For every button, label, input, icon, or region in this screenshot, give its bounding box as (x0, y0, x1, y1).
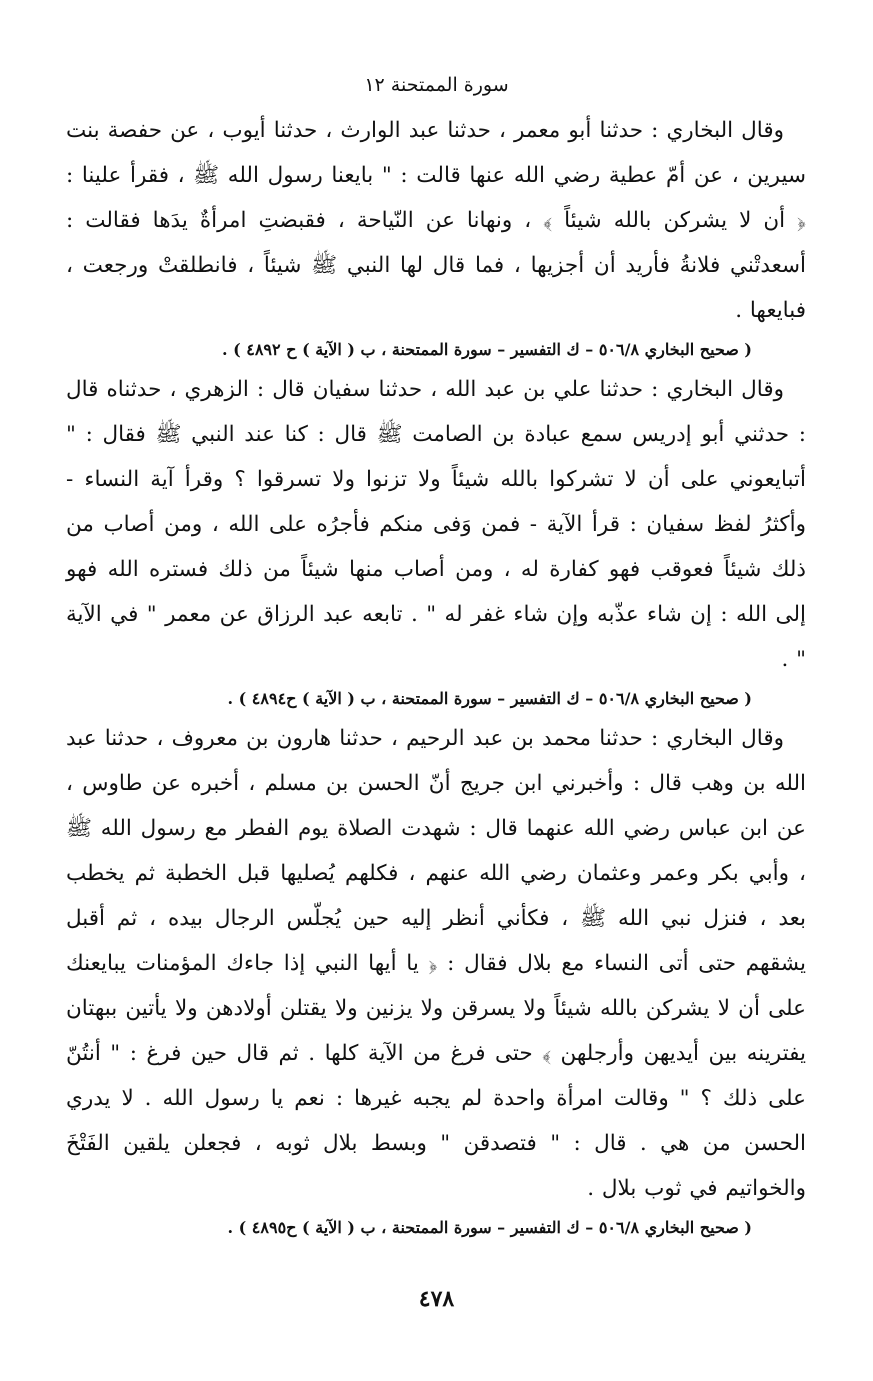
hadith-reference: ( صحيح البخاري ٥٠٦/٨ – ك التفسير – سورة الممتحنة ، ب ( الآية ) ح٤٨٩٥ ) . (227, 1218, 752, 1237)
hadith-reference: ( صحيح البخاري ٥٠٦/٨ – ك التفسير – سورة الممتحنة ، ب ( الآية ) ح٤٨٩٤ ) . (227, 689, 752, 708)
hadith-block (66, 367, 806, 716)
running-header: سورة الممتحنة ١٢ (364, 74, 509, 96)
hadith-text: وقال البخاري : حدثنا علي بن عبد الله ، حدثنا سفيان قال : الزهري ، حدثناه قال : حدثني أبو إدريس سمع عبادة بن الصامت ﷺ قال : كنا عند النبي ﷺ فقال : " أتبايعوني على أن لا تشركوا بالله شيئاً ولا تزنوا ولا تسرقوا ؟ وقرأ آية النساء - وأكثرُ لفظ سفيان : قرأ الآية - فمن وَفى منكم فأجرُه على الله ، ومن أصاب من ذلك شيئاً فعوقب فهو كفارة له ، ومن أصاب منها شيئاً من ذلك فستره الله فهو إلى الله : إن شاء عذّبه وإن شاء غفر له " . تابعه عبد الرزاق عن معمر " في الآية " . (66, 377, 806, 672)
hadith-block (66, 716, 806, 1245)
page-body (66, 108, 806, 1245)
hadith-reference: ( صحيح البخاري ٥٠٦/٨ – ك التفسير – سورة الممتحنة ، ب ( الآية ) ح ٤٨٩٢ ) . (221, 340, 752, 359)
hadith-block (66, 108, 806, 367)
page-number: ٤٧٨ (418, 1286, 455, 1312)
hadith-text: وقال البخاري : حدثنا أبو معمر ، حدثنا عبد الوارث ، حدثنا أيوب ، عن حفصة بنت سيرين ، عن أمّ عطية رضي الله عنها قالت : " بايعنا رسول الله ﷺ ، فقرأ علينا : ﴿ أن لا يشركن بالله شيئاً ﴾ ، ونهانا عن النّياحة ، فقبضتِ امرأةٌ يدَها فقالت : أسعدتْني فلانةُ فأريد أن أجزيها ، فما قال لها النبي ﷺ شيئاً ، فانطلقتْ ورجعت ، فبايعها . (66, 118, 806, 323)
hadith-text: وقال البخاري : حدثنا محمد بن عبد الرحيم ، حدثنا هارون بن معروف ، حدثنا عبد الله بن وهب قال : وأخبرني ابن جريج أنّ الحسن بن مسلم ، أخبره عن طاوس ، عن ابن عباس رضي الله عنهما قال : شهدت الصلاة يوم الفطر مع رسول الله ﷺ ، وأبي بكر وعمر وعثمان رضي الله عنهم ، فكلهم يُصليها قبل الخطبة ثم يخطب بعد ، فنزل نبي الله ﷺ ، فكأني أنظر إليه حين يُجلّس الرجال بيده ، ثم أقبل يشقهم حتى أتى النساء مع بلال فقال : ﴿ يا أيها النبي إذا جاءك المؤمنات يبايعنك على أن لا يشركن بالله شيئاً ولا يسرقن ولا يزنين ولا يقتلن أولادهن ولا يأتين ببهتان يفترينه بين أيديهن وأرجلهن ﴾ حتى فرغ من الآية كلها . ثم قال حين فرغ : " أنتُنّ على ذلك ؟ " وقالت امرأة واحدة لم يجبه غيرها : نعم يا رسول الله . لا يدري الحسن من هي . قال : " فتصدقن " وبسط بلال ثوبه ، فجعلن يلقين الفَتْخَ والخواتيم في ثوب بلال . (66, 726, 806, 1201)
